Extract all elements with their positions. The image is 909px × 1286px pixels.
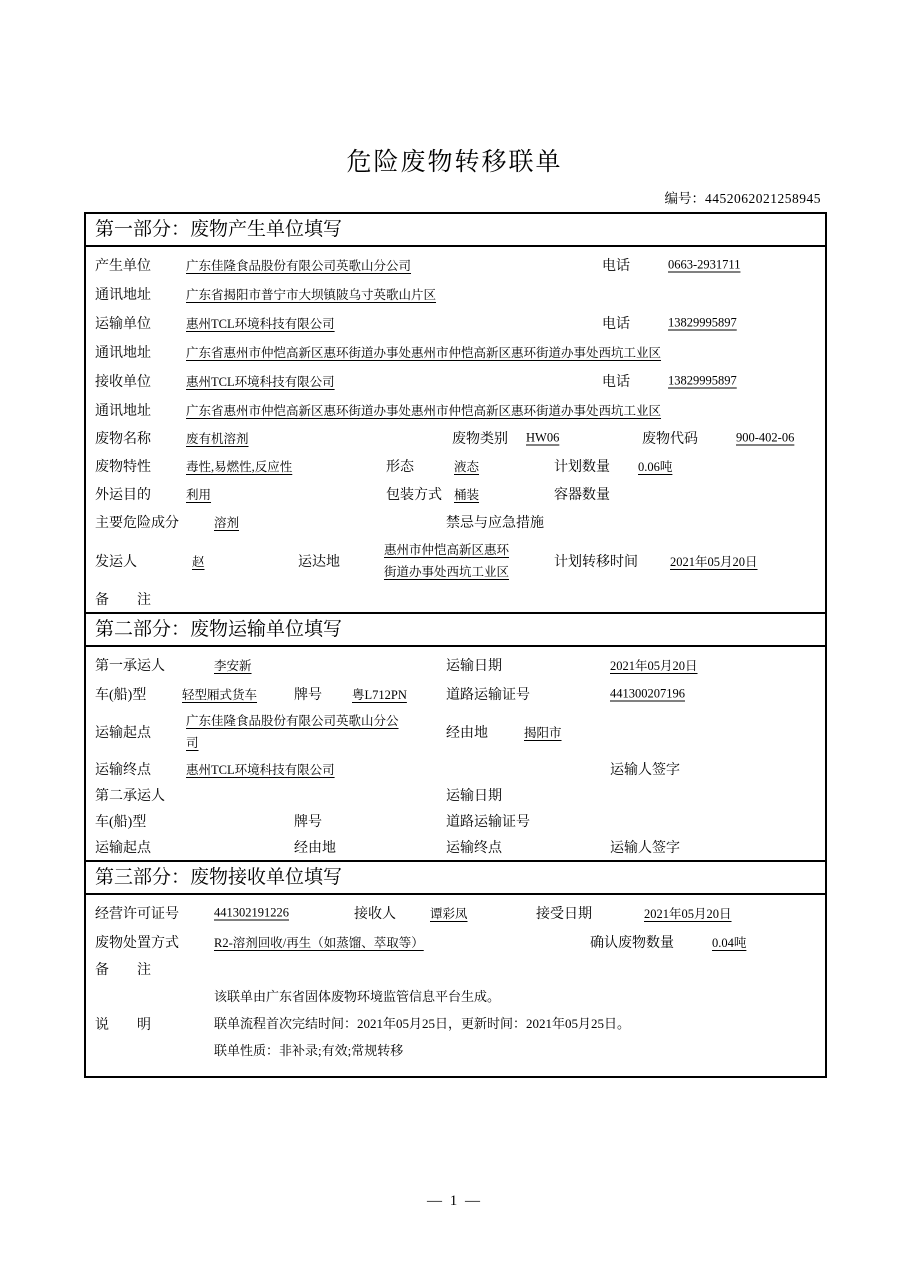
waste-name-label: 废物名称 — [95, 432, 151, 447]
row-receiver — [86, 366, 825, 395]
producer-address-label: 通讯地址 — [95, 287, 151, 303]
page-title: 危险废物转移联单 — [346, 149, 563, 176]
destination-label: 运达地 — [298, 555, 340, 570]
transporter-label: 运输单位 — [95, 316, 151, 332]
waste-category-label: 废物类别 — [452, 432, 508, 447]
row-transporter — [86, 308, 825, 337]
hazard-component-label: 主要危险成分 — [95, 516, 179, 531]
row-producer — [86, 250, 825, 279]
row-section3-remark — [86, 956, 825, 982]
packing-label: 包装方式 — [386, 488, 442, 503]
waste-code-label: 废物代码 — [642, 432, 698, 447]
origin2-label: 运输起点 — [95, 841, 151, 856]
carrier1-value: 李安新 — [214, 658, 252, 673]
transporter-value: 惠州TCL环境科技有限公司 — [186, 316, 335, 331]
row-producer-address — [86, 279, 825, 308]
row-shipment — [86, 536, 825, 586]
receiver-phone-value: 13829995897 — [668, 373, 737, 387]
row-end1 — [86, 756, 825, 782]
doc-number-label: 编号： — [664, 191, 705, 206]
origin1-label: 运输起点 — [95, 726, 151, 741]
plan-transfer-time-value: 2021年05月20日 — [670, 555, 758, 569]
permit-value: 441302191226 — [214, 905, 289, 919]
section3-header: 第三部分：废物接收单位填写 — [86, 860, 825, 895]
section1-body — [86, 247, 825, 612]
section3-remark-label: 备 注 — [95, 963, 151, 978]
accept-date-value: 2021年05月20日 — [644, 906, 732, 921]
hazard-component-value: 溶剂 — [214, 516, 240, 530]
manifest-table — [84, 212, 827, 1078]
row-transporter-address — [86, 337, 825, 366]
via1-label: 经由地 — [446, 726, 488, 741]
end1-label: 运输终点 — [95, 763, 151, 778]
row-permit — [86, 898, 825, 927]
packing-value: 桶装 — [454, 488, 480, 502]
row-waste-identity — [86, 424, 825, 452]
row-vehicle1 — [86, 679, 825, 708]
waste-category-value: HW06 — [526, 430, 560, 445]
producer-phone-value: 0663-2931711 — [668, 257, 741, 271]
producer-value: 广东佳隆食品股份有限公司英歌山分公司 — [186, 258, 412, 273]
transport-date2-label: 运输日期 — [446, 789, 502, 804]
origin1-value: 广东佳隆食品股份有限公司英歌山分公司 — [186, 714, 399, 750]
section2-header: 第二部分：废物运输单位填写 — [86, 612, 825, 647]
vehicle1-value: 轻型厢式货车 — [182, 687, 258, 702]
section1-header: 第一部分：废物产生单位填写 — [86, 214, 825, 247]
producer-phone-label: 电话 — [602, 258, 630, 274]
receiver-address-value: 广东省惠州市仲恺高新区惠环街道办事处惠州市仲恺高新区惠环街道办事处西坑工业区 — [186, 403, 662, 418]
transporter-phone-label: 电话 — [602, 316, 630, 332]
carrier1-label: 第一承运人 — [95, 658, 165, 674]
road-license2-label: 道路运输证号 — [446, 815, 530, 830]
notes-label: 说 明 — [95, 1018, 151, 1033]
recipient-label: 接收人 — [354, 906, 396, 922]
destination-value: 惠州市仲恺高新区惠环街道办事处西坑工业区 — [384, 543, 510, 579]
waste-name-value: 废有机溶剂 — [186, 432, 249, 446]
row-disposal — [86, 927, 825, 956]
row-transport-purpose — [86, 480, 825, 508]
transporter-phone-value: 13829995897 — [668, 315, 737, 329]
purpose-value: 利用 — [186, 488, 212, 502]
section1-remark-label: 备 注 — [95, 593, 151, 608]
receiver-phone-label: 电话 — [602, 374, 630, 390]
transport-date1-value: 2021年05月20日 — [610, 658, 698, 673]
transporter-address-value: 广东省惠州市仲恺高新区惠环街道办事处惠州市仲恺高新区惠环街道办事处西坑工业区 — [186, 345, 662, 360]
via2-label: 经由地 — [294, 841, 336, 856]
row-carrier1 — [86, 650, 825, 679]
row-origin1 — [86, 708, 825, 756]
row-hazard-components — [86, 508, 825, 536]
note-line-2: 联单流程首次完结时间：2021年05月25日，更新时间：2021年05月25日。 — [214, 1016, 631, 1031]
notes-lines — [214, 983, 630, 1064]
purpose-label: 外运目的 — [95, 488, 151, 503]
planned-quantity-label: 计划数量 — [554, 460, 610, 475]
transport-date1-label: 运输日期 — [446, 658, 502, 674]
table-bottom-spacer — [86, 1066, 825, 1076]
permit-label: 经营许可证号 — [95, 906, 179, 922]
note-line-1: 该联单由广东省固体废物环境监管信息平台生成。 — [214, 989, 501, 1004]
plan-transfer-time-label: 计划转移时间 — [554, 555, 638, 570]
shipper-value: 赵 — [192, 555, 205, 569]
plate1-label: 牌号 — [294, 687, 322, 703]
carrier2-label: 第二承运人 — [95, 789, 165, 804]
recipient-value: 谭彩凤 — [430, 906, 468, 921]
physical-form-value: 液态 — [454, 460, 480, 474]
receiver-label: 接收单位 — [95, 374, 151, 390]
receiver-address-label: 通讯地址 — [95, 403, 151, 419]
receiver-value: 惠州TCL环境科技有限公司 — [186, 374, 335, 389]
page-number: — 1 — — [427, 1193, 482, 1209]
road-license1-label: 道路运输证号 — [446, 687, 530, 703]
row-route2 — [86, 834, 825, 860]
section3-body — [86, 895, 825, 1076]
doc-number — [84, 187, 821, 207]
row-notes — [86, 982, 825, 1066]
confirmed-quantity-value: 0.04吨 — [712, 935, 747, 950]
confirmed-quantity-label: 确认废物数量 — [590, 935, 674, 951]
row-waste-properties — [86, 452, 825, 480]
vehicle2-label: 车(船)型 — [95, 815, 147, 830]
plate1-value: 粤L712PN — [352, 687, 407, 702]
shipper-label: 发运人 — [95, 555, 137, 570]
plate2-label: 牌号 — [294, 815, 322, 830]
road-license1-value: 441300207196 — [610, 686, 685, 700]
disposal-method-label: 废物处置方式 — [95, 935, 179, 951]
waste-property-value: 毒性,易燃性,反应性 — [186, 460, 293, 474]
producer-address-value: 广东省揭阳市普宁市大坝镇陂乌寸英歌山片区 — [186, 287, 437, 302]
transporter-address-label: 通讯地址 — [95, 345, 151, 361]
physical-form-label: 形态 — [386, 460, 414, 475]
end1-value: 惠州TCL环境科技有限公司 — [186, 763, 335, 777]
vehicle1-label: 车(船)型 — [95, 687, 147, 703]
section2-body — [86, 647, 825, 860]
doc-number-value: 4452062021258945 — [705, 191, 821, 206]
disposal-method-value: R2-溶剂回收/再生（如蒸馏、萃取等） — [214, 935, 424, 950]
carrier2-signature-label: 运输人签字 — [610, 841, 680, 856]
waste-property-label: 废物特性 — [95, 460, 151, 475]
producer-label: 产生单位 — [95, 258, 151, 274]
end2-label: 运输终点 — [446, 841, 502, 856]
row-vehicle2 — [86, 808, 825, 834]
row-section1-remark — [86, 586, 825, 612]
row-carrier2 — [86, 782, 825, 808]
planned-quantity-value: 0.06吨 — [638, 460, 673, 474]
accept-date-label: 接受日期 — [536, 906, 592, 922]
container-count-label: 容器数量 — [554, 488, 610, 503]
via1-value: 揭阳市 — [524, 726, 562, 740]
note-line-3: 联单性质：非补录;有效;常规转移 — [214, 1043, 404, 1058]
emergency-measures-label: 禁忌与应急措施 — [446, 516, 544, 531]
carrier1-signature-label: 运输人签字 — [610, 763, 680, 778]
row-receiver-address — [86, 395, 825, 424]
waste-code-value: 900-402-06 — [736, 430, 795, 445]
